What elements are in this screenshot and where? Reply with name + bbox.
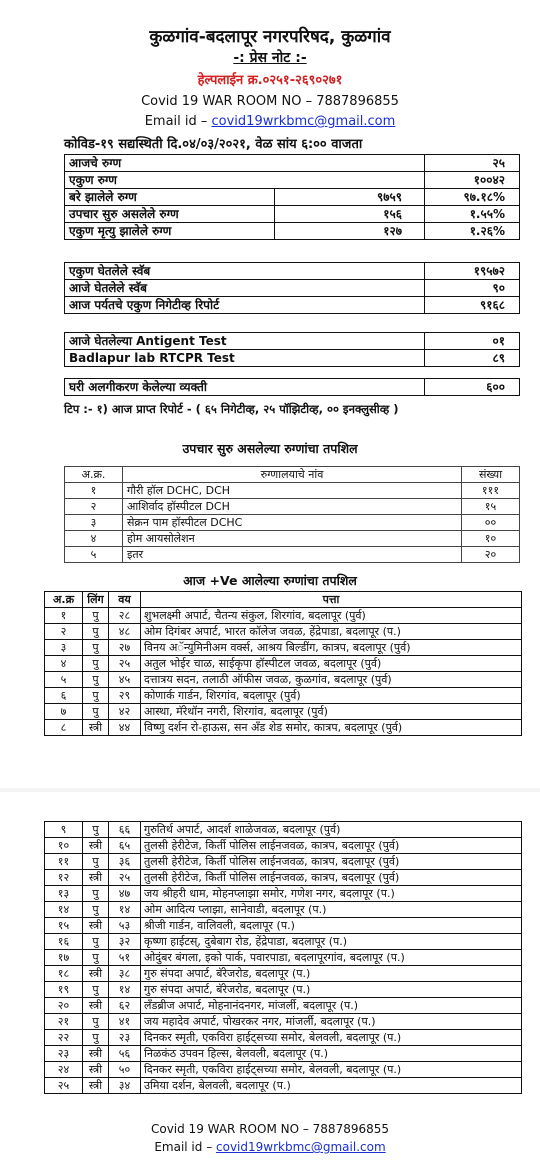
email-label: Email id –	[144, 114, 212, 129]
case-gender: पु	[83, 608, 109, 624]
table-row	[45, 704, 522, 720]
col-header-address: पत्ता	[141, 592, 522, 608]
summary-row	[65, 333, 520, 350]
case-gender: पु	[83, 1030, 109, 1046]
case-address: शुभलक्ष्मी अपार्ट, चैतन्य संकुल, शिरगांव, बदलापूर (पुर्व)	[141, 608, 522, 624]
summary-table-tests	[64, 332, 520, 367]
case-address: गुरु संपदा अपार्ट, बॅरेजरोड, बदलापूर (प.)	[141, 966, 522, 982]
case-address: आस्था, मॅरेथॉन नगरी, शिरगांव, बदलापूर (पुर्व)	[141, 704, 522, 720]
case-gender: स्त्री	[83, 918, 109, 934]
summary-label: एकुण मृत्यु झालेले रुग्ण	[65, 223, 275, 240]
case-address: लॅंडब्रीज अपार्ट, मोहनानंदनगर, मांजर्ली, बदलापूर (प.)	[141, 998, 522, 1014]
summary-percent: ९७.१८%	[425, 189, 520, 206]
table-row	[65, 483, 520, 499]
summary-value: ०१	[425, 333, 520, 350]
hospitals-section-title: उपचार सुरु असलेल्या रुग्णांचा तपशिल	[182, 441, 358, 456]
summary-row	[65, 172, 520, 189]
summary-row	[65, 223, 520, 240]
col-header-count: संख्या	[462, 467, 520, 483]
table-row	[45, 854, 522, 870]
table-row	[65, 547, 520, 563]
case-gender: पु	[83, 640, 109, 656]
table-row	[45, 902, 522, 918]
case-gender: स्त्री	[83, 1078, 109, 1094]
table-row	[45, 1062, 522, 1078]
case-address: दत्तात्रय सदन, तलाठी ऑफीस जवळ, कुळगांव, बदलापूर (पुर्व)	[141, 672, 522, 688]
col-header-age: वय	[109, 592, 141, 608]
case-address: दिनकर स्मृती, एकविरा हाईट्सच्या समोर, बेलवली, बदलापूर (प.)	[141, 1030, 522, 1046]
table-row	[45, 950, 522, 966]
case-no: ९	[45, 822, 83, 838]
summary-label: बरे झालेले रुग्ण	[65, 189, 275, 206]
hospital-name: होम आयसोलेशन	[123, 531, 462, 547]
case-age: ६६	[109, 822, 141, 838]
summary-count: १२७	[275, 223, 425, 240]
table-row	[65, 531, 520, 547]
case-age: ३६	[109, 854, 141, 870]
table-row	[45, 608, 522, 624]
hospital-count: १०	[462, 531, 520, 547]
table-row	[45, 822, 522, 838]
press-note-heading	[0, 48, 540, 67]
case-age: २५	[109, 656, 141, 672]
case-no: १५	[45, 918, 83, 934]
case-no: २१	[45, 1014, 83, 1030]
table-row	[45, 656, 522, 672]
table-row	[45, 918, 522, 934]
case-gender: स्त्री	[83, 720, 109, 736]
case-gender: पु	[83, 704, 109, 720]
summary-row	[65, 155, 520, 172]
hospital-count: ००	[462, 515, 520, 531]
case-gender: पु	[83, 950, 109, 966]
positive-table-page2	[44, 821, 522, 1094]
table-row	[65, 515, 520, 531]
table-row	[45, 1014, 522, 1030]
summary-table-counts	[64, 154, 520, 240]
status-line: कोविड-१९ सद्यस्थिती दि.०४/०३/२०२१, वेळ सांय ६:०० वाजता	[64, 137, 363, 152]
war-room-number: Covid 19 WAR ROOM NO – 7887896855	[141, 94, 399, 109]
table-row	[45, 720, 522, 736]
case-age: ५०	[109, 1062, 141, 1078]
summary-table-isolation	[64, 378, 520, 396]
case-no: १	[45, 608, 83, 624]
table-row	[45, 672, 522, 688]
email-link[interactable]: covid19wrkbmc@gmail.com	[211, 114, 396, 129]
case-no: ३	[45, 640, 83, 656]
summary-value: १९५७२	[425, 263, 520, 280]
table-row	[45, 640, 522, 656]
case-no: २३	[45, 1046, 83, 1062]
case-gender: पु	[83, 656, 109, 672]
hospital-count: २०	[462, 547, 520, 563]
hospital-count: १५	[462, 499, 520, 515]
table-row	[45, 982, 522, 998]
case-no: ६	[45, 688, 83, 704]
case-address: जय महादेव अपार्ट, पोखरकर नगर, मांजर्ली, बदलापूर (प.)	[141, 1014, 522, 1030]
table-row	[45, 934, 522, 950]
case-no: २	[45, 624, 83, 640]
footer-email-link[interactable]: covid19wrkbmc@gmail.com	[216, 1140, 386, 1154]
case-address: गुरु संपदा अपार्ट, बॅरेजरोड, बदलापूर (प.)	[141, 982, 522, 998]
hospital-no: ३	[65, 515, 123, 531]
case-address: तुलसी हेरीटेज, किर्ती पोलिस लाईनजवळ, कात्रप, बदलापूर (पुर्व)	[141, 854, 522, 870]
case-address: विष्णु दर्शन रो-हाऊस, सन अँड शेड समोर, कात्रप, बदलापूर (पुर्व)	[141, 720, 522, 736]
case-address: गुरुतिर्थ अपार्ट, आदर्श शाळेजवळ, बदलापूर (पुर्व)	[141, 822, 522, 838]
case-no: ८	[45, 720, 83, 736]
case-age: ५१	[109, 950, 141, 966]
case-age: ५६	[109, 1046, 141, 1062]
summary-value: ६००	[425, 379, 520, 396]
case-age: ४४	[109, 720, 141, 736]
footer-email-label: Email id –	[154, 1140, 217, 1154]
case-gender: स्त्री	[83, 870, 109, 886]
hospital-no: २	[65, 499, 123, 515]
case-gender: पु	[83, 822, 109, 838]
summary-value: १००४२	[425, 172, 520, 189]
case-age: ४८	[109, 624, 141, 640]
table-row	[65, 499, 520, 515]
table-row	[45, 1078, 522, 1094]
case-age: १४	[109, 982, 141, 998]
case-no: १६	[45, 934, 83, 950]
case-address: तुलसी हेरीटेज, किर्ती पोलिस लाईनजवळ, कात्रप, बदलापूर (पुर्व)	[141, 838, 522, 854]
summary-label: आजे घेतलेले स्वॅब	[65, 280, 425, 297]
case-address: कोणार्क गार्डन, शिरगांव, बदलापूर (पुर्व)	[141, 688, 522, 704]
footer-war-room: Covid 19 WAR ROOM NO – 7887896855	[150, 1122, 390, 1136]
case-gender: स्त्री	[83, 998, 109, 1014]
case-no: २०	[45, 998, 83, 1014]
summary-row	[65, 263, 520, 280]
summary-label: एकुण घेतलेले स्वॅब	[65, 263, 425, 280]
col-header-gender: लिंग	[83, 592, 109, 608]
col-header-name: रुग्णालयाचे नांव	[123, 467, 462, 483]
case-no: १२	[45, 870, 83, 886]
case-no: ११	[45, 854, 83, 870]
case-gender: पु	[83, 624, 109, 640]
summary-label: घरी अलगीकरण केलेल्या व्यक्ती	[65, 379, 425, 396]
summary-label: आज पर्यतचे एकुण निगेटीव्ह रिपोर्ट	[65, 297, 425, 314]
case-age: २९	[109, 688, 141, 704]
summary-count: ९७५९	[275, 189, 425, 206]
hospital-name: गौरी हॉल DCHC, DCH	[123, 483, 462, 499]
case-age: ३२	[109, 934, 141, 950]
hospitals-table	[64, 466, 520, 563]
case-no: ७	[45, 704, 83, 720]
hospital-no: ५	[65, 547, 123, 563]
case-age: ४७	[109, 886, 141, 902]
positive-body-page2	[45, 822, 522, 1094]
case-age: ४५	[109, 672, 141, 688]
case-no: ४	[45, 656, 83, 672]
summary-percent: १.२६%	[425, 223, 520, 240]
summary-table-swabs	[64, 262, 520, 314]
case-age: ३४	[109, 1078, 141, 1094]
summary-row	[65, 297, 520, 314]
case-age: २३	[109, 1030, 141, 1046]
case-age: १४	[109, 902, 141, 918]
email-line	[0, 114, 540, 129]
table-row	[45, 688, 522, 704]
table-row	[45, 966, 522, 982]
table-row	[45, 1046, 522, 1062]
hospital-name: सेक्रन पाम हॉस्पीटल DCHC	[123, 515, 462, 531]
summary-row	[65, 350, 520, 367]
case-no: १०	[45, 838, 83, 854]
case-no: २५	[45, 1078, 83, 1094]
table-row	[45, 1030, 522, 1046]
positive-header-row	[45, 592, 522, 608]
col-header-no: अ.क्र.	[65, 467, 123, 483]
summary-value: ९१६८	[425, 297, 520, 314]
summary-row	[65, 379, 520, 396]
summary-value: ८९	[425, 350, 520, 367]
council-title: कुळगांव-बदलापूर नगरपरिषद, कुळगांव	[149, 27, 391, 47]
case-address: कृष्णा हाईटस्, दुबेबाग रोड, हेंद्रेपाडा, बदलापूर (प.)	[141, 934, 522, 950]
case-address: दिनकर स्मृती, एकविरा हाईट्सच्या समोर, बेलवली, बदलापूर (प.)	[141, 1062, 522, 1078]
case-no: १७	[45, 950, 83, 966]
hospital-no: ४	[65, 531, 123, 547]
case-gender: पु	[83, 934, 109, 950]
case-no: २२	[45, 1030, 83, 1046]
footer-email-line	[0, 1140, 540, 1154]
case-no: १३	[45, 886, 83, 902]
case-address: उमिया दर्शन, बेलवली, बदलापूर (प.)	[141, 1078, 522, 1094]
press-note-text: -: प्रेस नोट :-	[233, 50, 307, 66]
case-no: १४	[45, 902, 83, 918]
case-gender: स्त्री	[83, 966, 109, 982]
summary-label: Badlapur lab RTCPR Test	[65, 350, 425, 367]
case-gender: पु	[83, 982, 109, 998]
case-address: ओदुंबर बंगला, इको पार्क, पवारपाडा, बदलापूरगांव, बदलापूर (प.)	[141, 950, 522, 966]
case-address: विनय अॅन्युमिनीअम वर्क्स, आश्रय बिल्डींग, कात्रप, बदलापूर (पुर्व)	[141, 640, 522, 656]
summary-row	[65, 206, 520, 223]
case-gender: पु	[83, 902, 109, 918]
case-gender: पु	[83, 672, 109, 688]
case-age: २७	[109, 640, 141, 656]
case-age: २५	[109, 870, 141, 886]
summary-count: १५६	[275, 206, 425, 223]
hospital-count: १११	[462, 483, 520, 499]
case-address: श्रीजी गार्डन, वालिवली, बदलापूर (प.)	[141, 918, 522, 934]
case-address: अतुल भोईर चाळ, साईकृपा हॉस्पीटल जवळ, बदलापूर (पुर्व)	[141, 656, 522, 672]
summary-value: २५	[425, 155, 520, 172]
case-age: ६५	[109, 838, 141, 854]
case-gender: पु	[83, 886, 109, 902]
positive-body-page1	[45, 608, 522, 736]
positive-section-title: आज +Ve आलेल्या रुग्णांचा तपशिल	[183, 573, 357, 588]
case-no: १९	[45, 982, 83, 998]
table-row	[45, 870, 522, 886]
case-gender: पु	[83, 688, 109, 704]
case-address: निळकंठ उपवन हिल्स, बेलवली, बदलापूर (प.)	[141, 1046, 522, 1062]
helpline-number: हेल्पलाईन क्र.०२५१-२६९०२७१	[197, 73, 343, 88]
summary-label: आजे घेतलेल्या Antigent Test	[65, 333, 425, 350]
summary-value: ९०	[425, 280, 520, 297]
case-address: जय श्रीहरी धाम, मोहनप्लाझा समोर, गणेश नगर, बदलापूर (प.)	[141, 886, 522, 902]
positive-table-page1	[44, 591, 522, 736]
case-gender: स्त्री	[83, 838, 109, 854]
hospital-no: १	[65, 483, 123, 499]
summary-row	[65, 189, 520, 206]
summary-row	[65, 280, 520, 297]
page-break	[0, 788, 540, 792]
table-row	[45, 838, 522, 854]
case-age: ५३	[109, 918, 141, 934]
case-age: ६२	[109, 998, 141, 1014]
table-row	[45, 624, 522, 640]
case-age: २८	[109, 608, 141, 624]
col-header-no: अ.क्र	[45, 592, 83, 608]
case-age: ३८	[109, 966, 141, 982]
case-gender: स्त्री	[83, 1062, 109, 1078]
case-no: १८	[45, 966, 83, 982]
hospitals-body	[65, 483, 520, 563]
case-gender: पु	[83, 1014, 109, 1030]
case-no: ५	[45, 672, 83, 688]
case-gender: स्त्री	[83, 1046, 109, 1062]
case-address: तुलसी हेरीटेज, किर्ती पोलिस लाईनजवळ, कात्रप, बदलापूर (पुर्व)	[141, 870, 522, 886]
hospitals-header-row	[65, 467, 520, 483]
case-no: २४	[45, 1062, 83, 1078]
summary-label: उपचार सुरु असलेले रुग्ण	[65, 206, 275, 223]
summary-label: आजचे रुग्ण	[65, 155, 425, 172]
table-row	[45, 998, 522, 1014]
case-age: ४१	[109, 1014, 141, 1030]
hospital-name: आशिर्वाद हॉस्पीटल DCH	[123, 499, 462, 515]
table-row	[45, 886, 522, 902]
case-age: ४२	[109, 704, 141, 720]
case-address: ओम दिगंबर अपार्ट, भारत कॉलेज जवळ, हेंद्रेपाडा, बदलापूर (प.)	[141, 624, 522, 640]
summary-percent: १.५५%	[425, 206, 520, 223]
summary-label: एकुण रुग्ण	[65, 172, 425, 189]
hospital-name: इतर	[123, 547, 462, 563]
case-gender: पु	[83, 854, 109, 870]
report-note: टिप :- १) आज प्राप्त रिपोर्ट - ( ६५ निगेटीव्ह, २५ पॉझिटीव्ह, ०० इनक्लुसीव्ह )	[64, 402, 399, 416]
case-address: ओम आदित्य प्लाझा, सानेवाडी, बदलापूर (प.)	[141, 902, 522, 918]
